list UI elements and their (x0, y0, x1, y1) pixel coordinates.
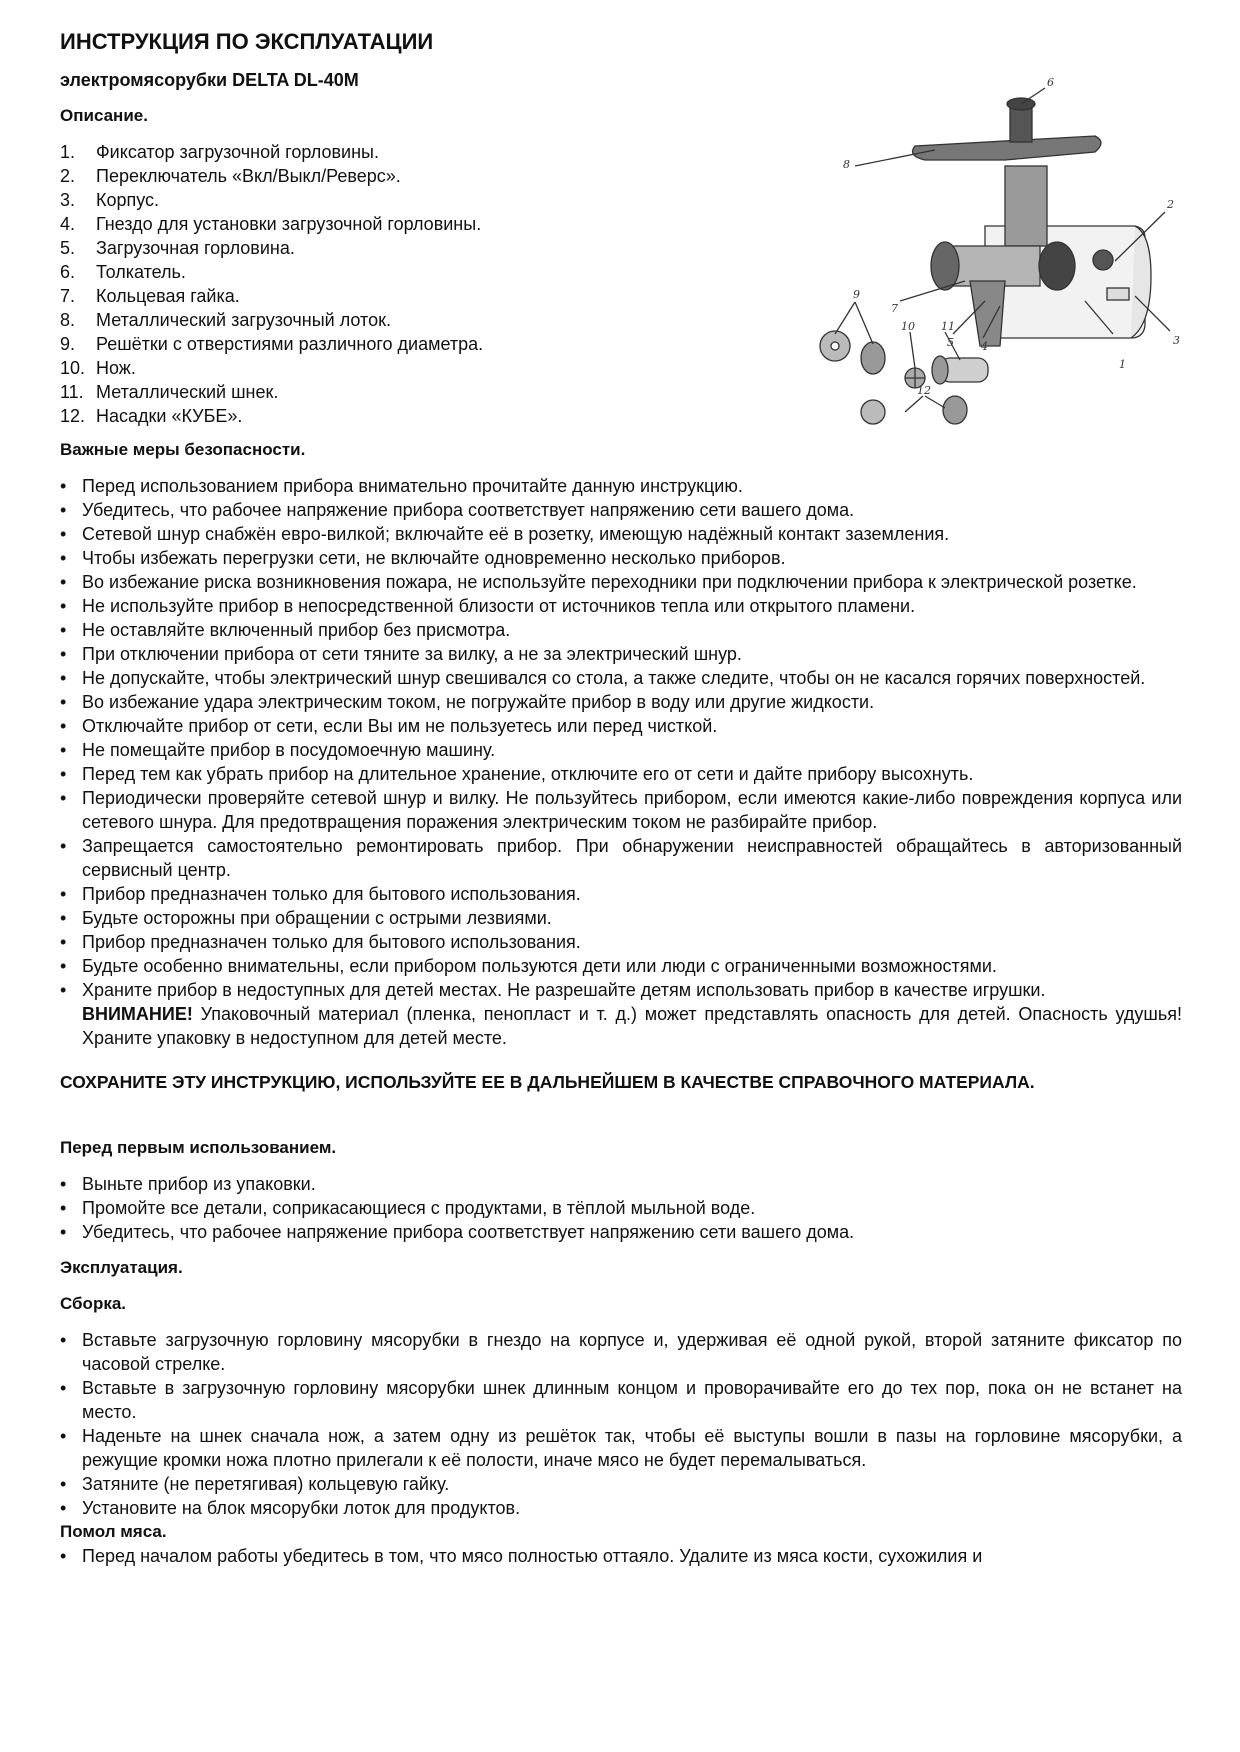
figure-label-3: 3 (1173, 334, 1180, 347)
list-item: 2. Переключатель «Вкл/Выкл/Реверс». (60, 166, 401, 186)
list-item: 3. Корпус. (60, 190, 160, 210)
list-item: • Затяните (не перетягивая) кольцевую гайку. (60, 1474, 450, 1494)
figure-label-6: 6 (1047, 76, 1054, 89)
figure-label-12: 12 (917, 384, 931, 397)
figure-label-8: 8 (843, 158, 850, 171)
list-item: • Сетевой шнур снабжён евро-вилкой; включайте её в розетку, имеющую надёжный контакт заземления. (60, 524, 950, 544)
list-item: 6. Толкатель. (60, 262, 186, 282)
list-item: • Убедитесь, что рабочее напряжение прибора соответствует напряжению сети вашего дома. (60, 1222, 855, 1242)
list-item: • Не используйте прибор в непосредственной близости от источников тепла или открытого пламени. (60, 596, 916, 616)
document-subtitle: электромясорубки DELTA DL-40M (60, 70, 359, 90)
meat-grinder-illustration (795, 76, 1190, 431)
list-item: • При отключении прибора от сети тяните за вилку, а не за электрический шнур. (60, 644, 742, 664)
warning-note (60, 1002, 1182, 1050)
safety-heading: Важные меры безопасности. (60, 440, 306, 459)
list-item: • Запрещается самостоятельно ремонтировать прибор. При обнаружении неисправностей обращайтесь в авторизованный сервисный центр. (60, 836, 1182, 880)
list-item: • Чтобы избежать перегрузки сети, не включайте одновременно несколько приборов. (60, 548, 786, 568)
list-item: • Храните прибор в недоступных для детей местах. Не разрешайте детям использовать прибор в качестве игрушки. (60, 980, 1046, 1000)
list-item: • Будьте осторожны при обращении с острыми лезвиями. (60, 908, 552, 928)
list-item: 4. Гнездо для установки загрузочной горловины. (60, 214, 482, 234)
assembly-heading: Сборка. (60, 1294, 127, 1313)
list-item: • Вставьте в загрузочную горловину мясорубки шнек длинным концом и проворачивайте его до тех пор, пока он не встанет на место. (60, 1378, 1182, 1422)
list-item: 1. Фиксатор загрузочной горловины. (60, 142, 379, 162)
list-item: • Не оставляйте включенный прибор без присмотра. (60, 620, 511, 640)
first-use-list (60, 1172, 1182, 1244)
list-item: • Периодически проверяйте сетевой шнур и вилку. Не пользуйтесь прибором, если имеются какие-либо повреждения корпуса или сетевого шнура. Для предотвращения поражения электрическим током не разбирайте прибор. (60, 788, 1182, 832)
document-title: ИНСТРУКЦИЯ ПО ЭКСПЛУАТАЦИИ (60, 29, 434, 54)
list-item: • Убедитесь, что рабочее напряжение прибора соответствует напряжению сети вашего дома. (60, 500, 855, 520)
list-item: 12. Насадки «КУБЕ». (60, 406, 243, 426)
list-item: • Не допускайте, чтобы электрический шнур свешивался со стола, а также следите, чтобы он не касался горячих поверхностей. (60, 668, 1146, 688)
list-item: 9. Решётки с отверстиями различного диаметра. (60, 334, 484, 354)
first-use-heading: Перед первым использованием. (60, 1138, 337, 1157)
warning-text: Упаковочный материал (пленка, пенопласт и т. д.) может представлять опасность для детей. Опасность удушья! Храните упаковку в недоступном для детей месте. (82, 1004, 1182, 1048)
list-item: • Промойте все детали, соприкасающиеся с продуктами, в тёплой мыльной воде. (60, 1198, 756, 1218)
figure-label-2: 2 (1167, 198, 1174, 211)
save-instruction-notice: СОХРАНИТЕ ЭТУ ИНСТРУКЦИЮ, ИСПОЛЬЗУЙТЕ ЕЕ В ДАЛЬНЕЙШЕМ В КАЧЕСТВЕ СПРАВОЧНОГО МАТЕРИАЛА. (60, 1072, 1035, 1092)
list-item: 11. Металлический шнек. (60, 382, 279, 402)
operation-heading: Эксплуатация. (60, 1258, 183, 1277)
list-item: • Прибор предназначен только для бытового использования. (60, 932, 581, 952)
list-item: 5. Загрузочная горловина. (60, 238, 295, 258)
warning-label: ВНИМАНИЕ! (82, 1004, 193, 1024)
list-item: • Установите на блок мясорубки лоток для продуктов. (60, 1498, 521, 1518)
description-heading: Описание. (60, 106, 148, 125)
list-item: • Наденьте на шнек сначала нож, а затем одну из решёток так, чтобы её выступы вошли в пазы на горловине мясорубки, а режущие кромки ножа плотно прилегали к её полости, иначе мясо не будет перемалываться. (60, 1426, 1182, 1470)
figure-label-4: 4 (981, 340, 988, 353)
list-item: • Вставьте загрузочную горловину мясорубки в гнездо на корпусе и, удерживая её одной рукой, второй затяните фиксатор по часовой стрелке. (60, 1330, 1182, 1374)
figure-label-1: 1 (1119, 358, 1126, 371)
figure-label-5: 5 (947, 336, 954, 349)
list-item: • Перед началом работы убедитесь в том, что мясо полностью оттаяло. Удалите из мяса кости, сухожилия и (60, 1546, 983, 1566)
list-item: • Перед тем как убрать прибор на длительное хранение, отключите его от сети и дайте прибору высохнуть. (60, 764, 974, 784)
assembly-list (60, 1328, 1182, 1520)
grinding-list (60, 1544, 1182, 1568)
list-item: • Прибор предназначен только для бытового использования. (60, 884, 581, 904)
list-item: • Выньте прибор из упаковки. (60, 1174, 316, 1194)
list-item: • Во избежание удара электрическим током, не погружайте прибор в воду или другие жидкости. (60, 692, 875, 712)
figure-label-11: 11 (941, 320, 955, 333)
list-item: • Отключайте прибор от сети, если Вы им не пользуетесь или перед чисткой. (60, 716, 718, 736)
list-item: • Перед использованием прибора внимательно прочитайте данную инструкцию. (60, 476, 743, 496)
figure-label-7: 7 (891, 302, 898, 315)
safety-list (60, 474, 1182, 1002)
list-item: 10. Нож. (60, 358, 136, 378)
figure-label-9: 9 (853, 288, 860, 301)
list-item: • Будьте особенно внимательны, если прибором пользуются дети или люди с ограниченными возможностями. (60, 956, 997, 976)
figure-label-10: 10 (901, 320, 915, 333)
list-item: • Во избежание риска возникновения пожара, не используйте переходники при подключении прибора к электрической розетке. (60, 572, 1137, 592)
list-item: 7. Кольцевая гайка. (60, 286, 240, 306)
list-item: 8. Металлический загрузочный лоток. (60, 310, 391, 330)
list-item: • Не помещайте прибор в посудомоечную машину. (60, 740, 496, 760)
description-list (60, 140, 760, 428)
grinding-heading: Помол мяса. (60, 1522, 167, 1541)
